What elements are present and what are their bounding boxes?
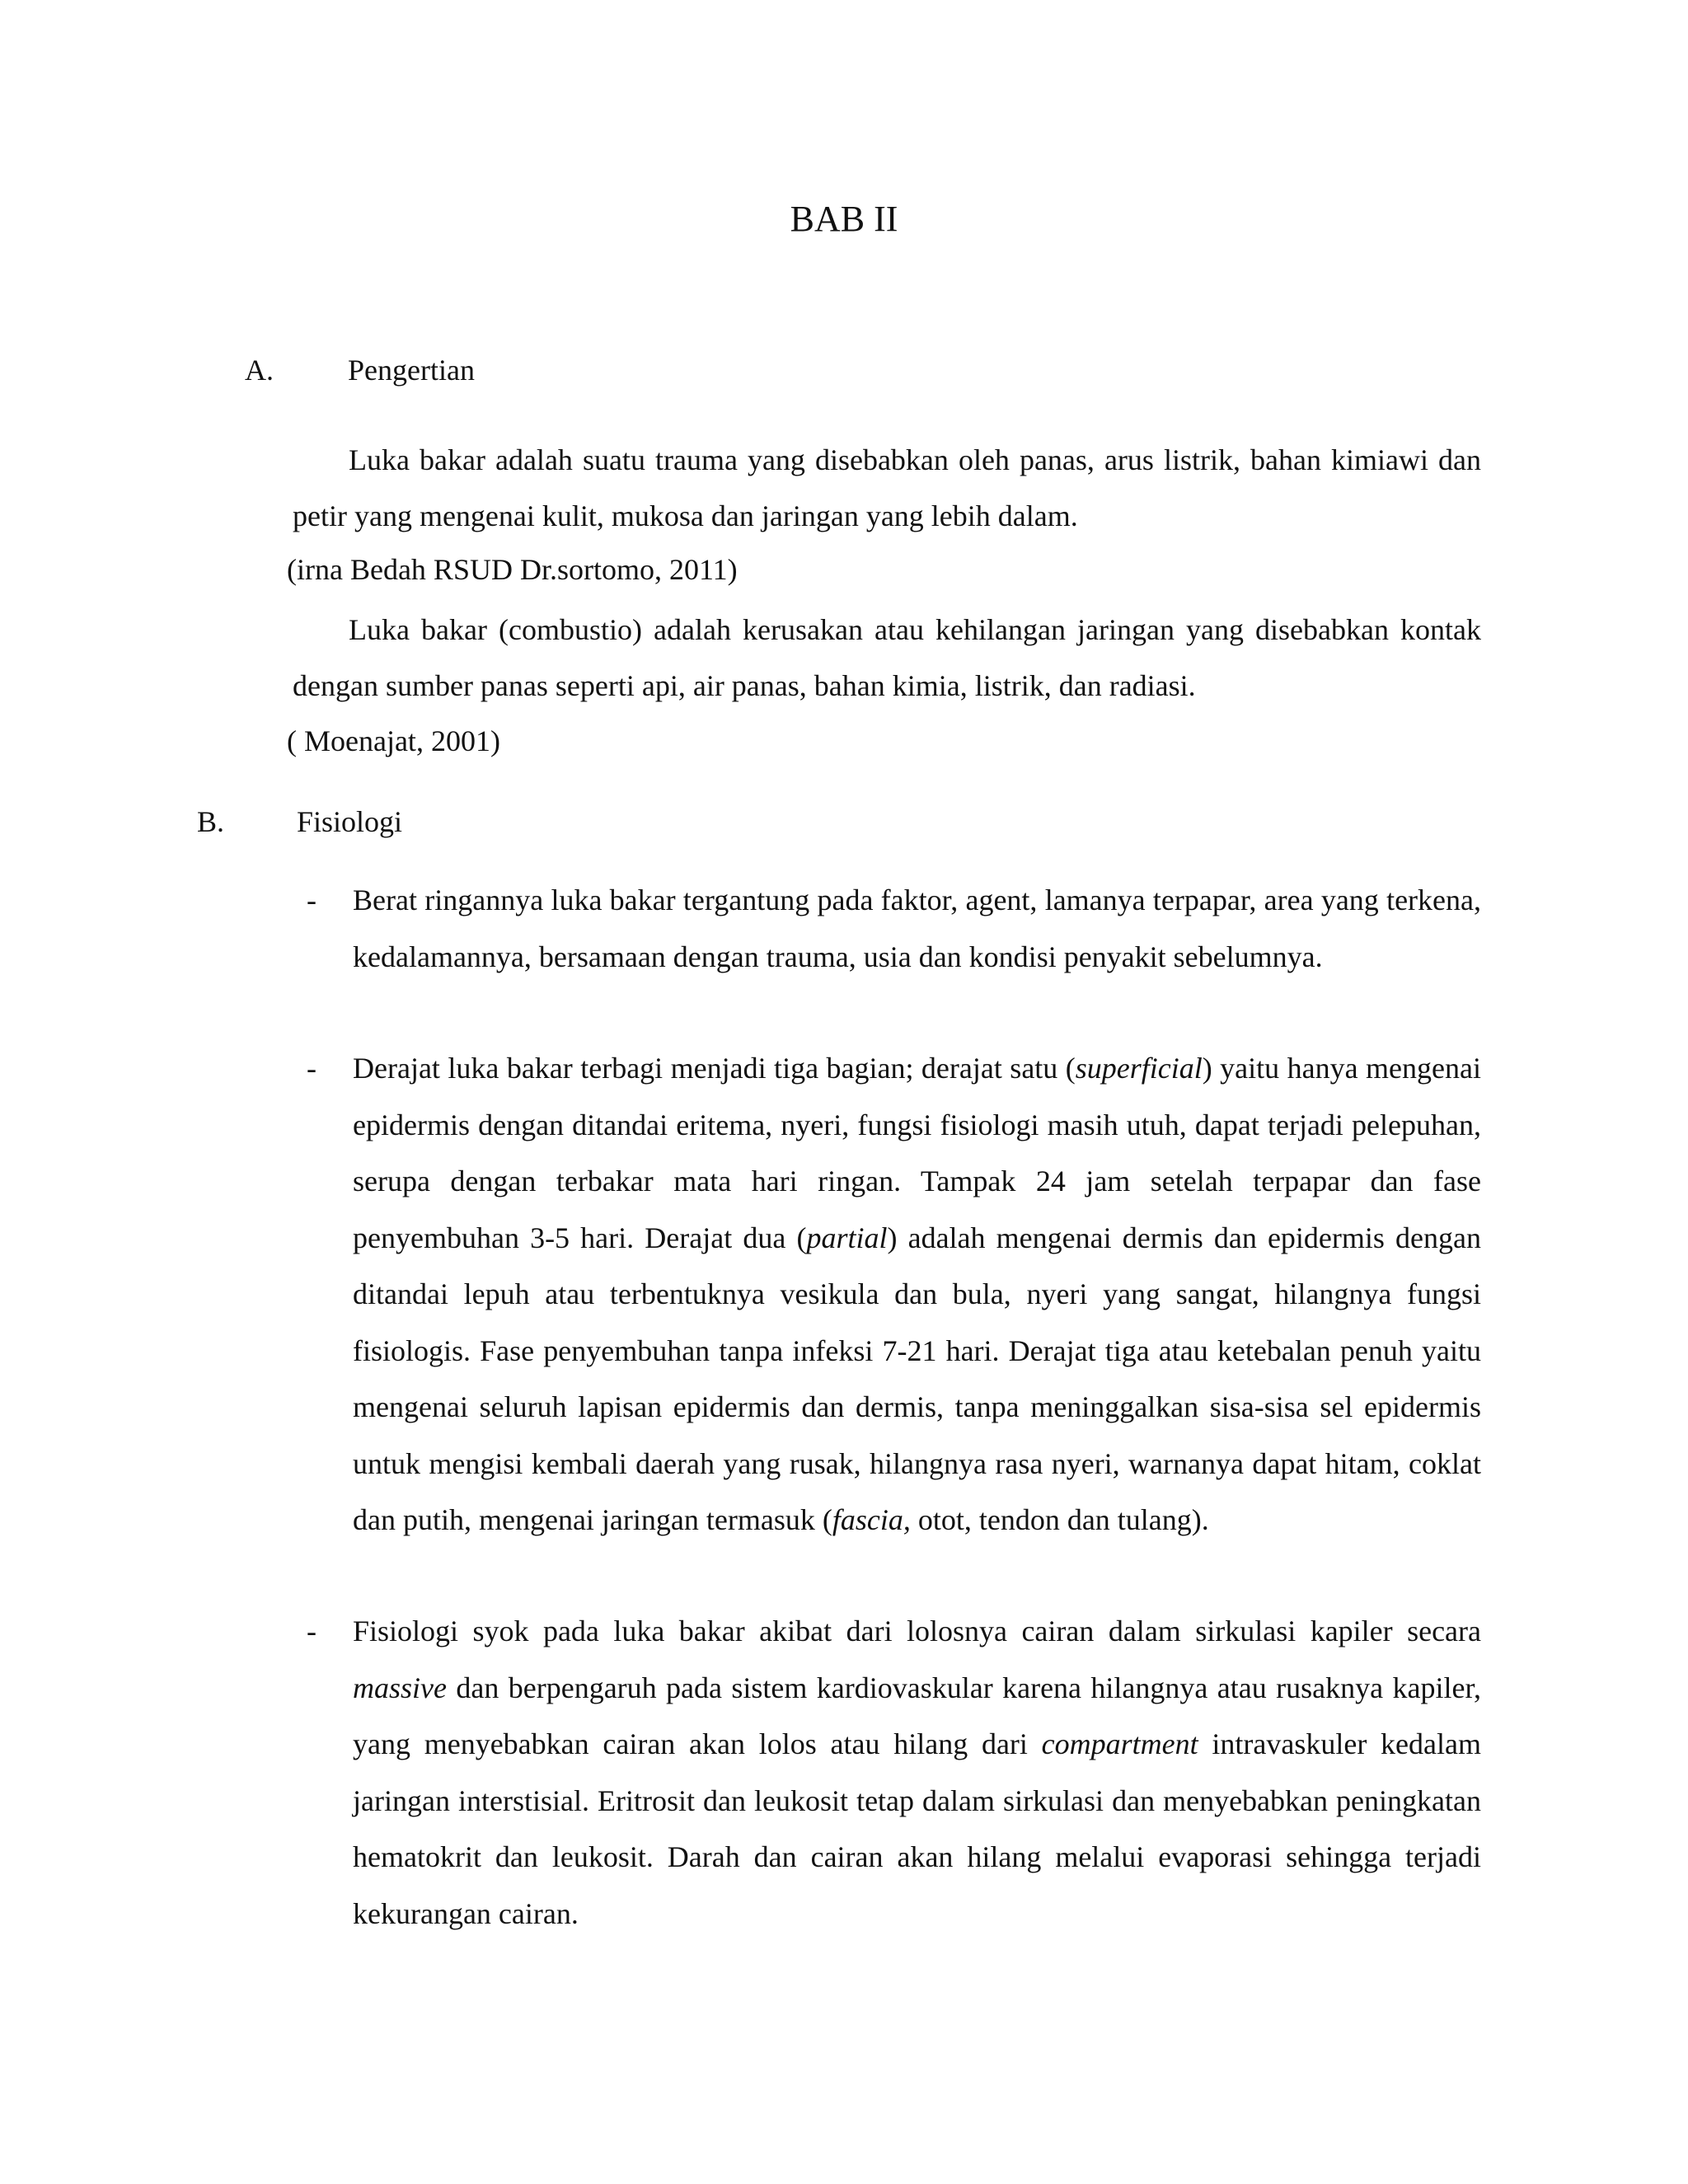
bullet-text: [353, 1040, 1481, 1549]
text-run: ) adalah mengenai dermis dan epidermis dengan ditandai lepuh atau terbentuknya vesikula dan bula, nyeri yang sangat, hilangnya fungsi fisiologis. Fase penyembuhan tanpa infeksi 7-21 hari. Derajat tiga atau ketebalan penuh yaitu mengenai seluruh lapisan epidermis dan dermis, tanpa meninggalkan sisa-sisa sel epidermis untuk mengisi kembali daerah yang rusak, hilangnya rasa nyeri, warnanya dapat hitam, coklat dan putih, mengenai jaringan termasuk (: [353, 1221, 1481, 1536]
citation-2: ( Moenajat, 2001): [287, 724, 500, 757]
definition-paragraph-2-text: Luka bakar (combustio) adalah kerusakan atau kehilangan jaringan yang disebabkan kontak dengan sumber panas seperti api, air panas, bahan kimia, listrik, dan radiasi.: [293, 613, 1481, 702]
italic-term: compartment: [1041, 1727, 1198, 1760]
section-b-letter: B.: [197, 805, 225, 838]
bullet-dash: -: [307, 883, 316, 916]
definition-paragraph-1: [293, 432, 1481, 544]
text-run: Fisiologi syok pada luka bakar akibat dari lolosnya cairan dalam sirkulasi kapiler secara: [353, 1615, 1481, 1647]
bullet-text: [353, 1603, 1481, 1942]
definition-paragraph-2: [293, 602, 1481, 714]
italic-term: partial: [806, 1221, 888, 1254]
bullet-dash: -: [307, 1052, 316, 1085]
italic-term: fascia,: [832, 1503, 911, 1536]
section-a-title: Pengertian: [348, 354, 475, 387]
text-run: Berat ringannya luka bakar tergantung pada faktor, agent, lamanya terpapar, area yang terkena, kedalamannya, bersamaan dengan trauma, usia dan kondisi penyakit sebelumnya.: [353, 883, 1481, 973]
text-run: ) yaitu hanya mengenai epidermis dengan ditandai eritema, nyeri, fungsi fisiologi masih utuh, dapat terjadi pelepuhan, serupa dengan terbakar mata hari ringan. Tampak 24 jam setelah terpapar dan fase penyembuhan 3-5 hari. Derajat dua (: [353, 1052, 1481, 1254]
definition-paragraph-1-text: Luka bakar adalah suatu trauma yang disebabkan oleh panas, arus listrik, bahan kimiawi dan petir yang mengenai kulit, mukosa dan jaringan yang lebih dalam.: [293, 443, 1481, 532]
italic-term: superficial: [1075, 1052, 1203, 1085]
bullet-text: [353, 872, 1481, 985]
text-run: otot, tendon dan tulang).: [910, 1503, 1209, 1536]
text-run: Derajat luka bakar terbagi menjadi tiga bagian; derajat satu (: [353, 1052, 1076, 1085]
section-a-letter: A.: [245, 354, 274, 387]
italic-term: massive: [353, 1671, 447, 1704]
text-run: intravaskuler kedalam jaringan interstisial. Eritrosit dan leukosit tetap dalam sirkulasi dan menyebabkan peningkatan hematokrit dan leukosit. Darah dan cairan akan hilang melalui evaporasi sehingga terjadi kekurangan cairan.: [353, 1727, 1481, 1930]
text-run: dan berpengaruh pada sistem kardiovaskular karena hilangnya atau rusaknya kapiler, yang menyebabkan cairan akan lolos atau hilang dari: [353, 1671, 1481, 1760]
bullet-dash: -: [307, 1615, 316, 1647]
chapter-title: BAB II: [790, 199, 898, 239]
citation-1: (irna Bedah RSUD Dr.sortomo, 2011): [287, 553, 738, 586]
section-b-title: Fisiologi: [297, 805, 403, 838]
